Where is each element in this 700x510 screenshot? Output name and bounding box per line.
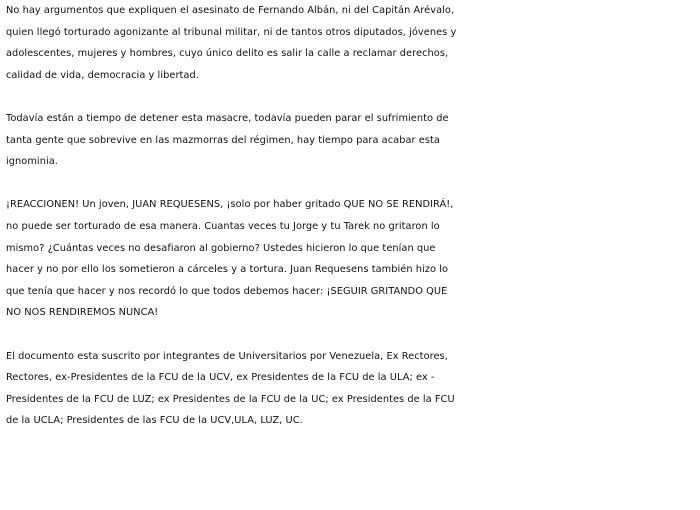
text-line: Rectores, ex-Presidentes de la FCU de la UCV, ex Presidentes de la FCU de la ULA; ex - bbox=[6, 372, 435, 384]
text-line: El documento esta suscrito por integrantes de Universitarios por Venezuela, Ex Rectores, bbox=[6, 350, 448, 362]
text-line: No hay argumentos que expliquen el asesinato de Fernando Albán, ni del Capitán Arévalo, bbox=[6, 5, 455, 16]
text-line: hacer y no por ello los sometieron a cárceles y a tortura. Juan Requesens también hizo lo bbox=[6, 264, 449, 276]
text-line: que tenía que hacer y nos recordó lo que todos debemos hacer: ¡SEGUIR GRITANDO QUE bbox=[6, 285, 448, 297]
text-line: mismo? ¿Cuántas veces no desafiaron al gobierno? Ustedes hicieron lo que tenían que bbox=[6, 242, 436, 254]
paragraph-1 bbox=[6, 0, 696, 86]
text-line: no puede ser torturado de esa manera. Cuantas veces tu Jorge y tu Tarek no gritaron lo bbox=[6, 220, 440, 232]
document-body bbox=[6, 0, 696, 453]
paragraph-2 bbox=[6, 108, 696, 173]
text-line: ¡REACCIONEN! Un joven, JUAN REQUESENS, ¡solo por haber gritado QUE NO SE RENDIRÁ!, bbox=[6, 199, 454, 211]
text-line: tanta gente que sobrevive en las mazmorras del régimen, hay tiempo para acabar esta bbox=[6, 134, 440, 146]
text-line: calidad de vida, democracia y libertad. bbox=[6, 69, 199, 81]
text-line: ignominia. bbox=[6, 156, 58, 168]
text-line: adolescentes, mujeres y hombres, cuyo único delito es salir la calle a reclamar derechos, bbox=[6, 48, 449, 60]
text-line: Todavía están a tiempo de detener esta masacre, todavía pueden parar el sufrimiento de bbox=[6, 112, 449, 124]
text-line: de la UCLA; Presidentes de las FCU de la UCV,ULA, LUZ, UC. bbox=[6, 415, 303, 427]
paragraph-4 bbox=[6, 346, 696, 432]
text-line: quien llegó torturado agonizante al tribunal militar, ni de tantos otros diputados, jóvenes y bbox=[6, 26, 457, 38]
paragraph-3 bbox=[6, 194, 696, 324]
text-line: NO NOS RENDIREMOS NUNCA! bbox=[6, 307, 159, 319]
text-line: Presidentes de la FCU de LUZ; ex Presidentes de la FCU de la UC; ex Presidentes de la FCU bbox=[6, 393, 455, 405]
